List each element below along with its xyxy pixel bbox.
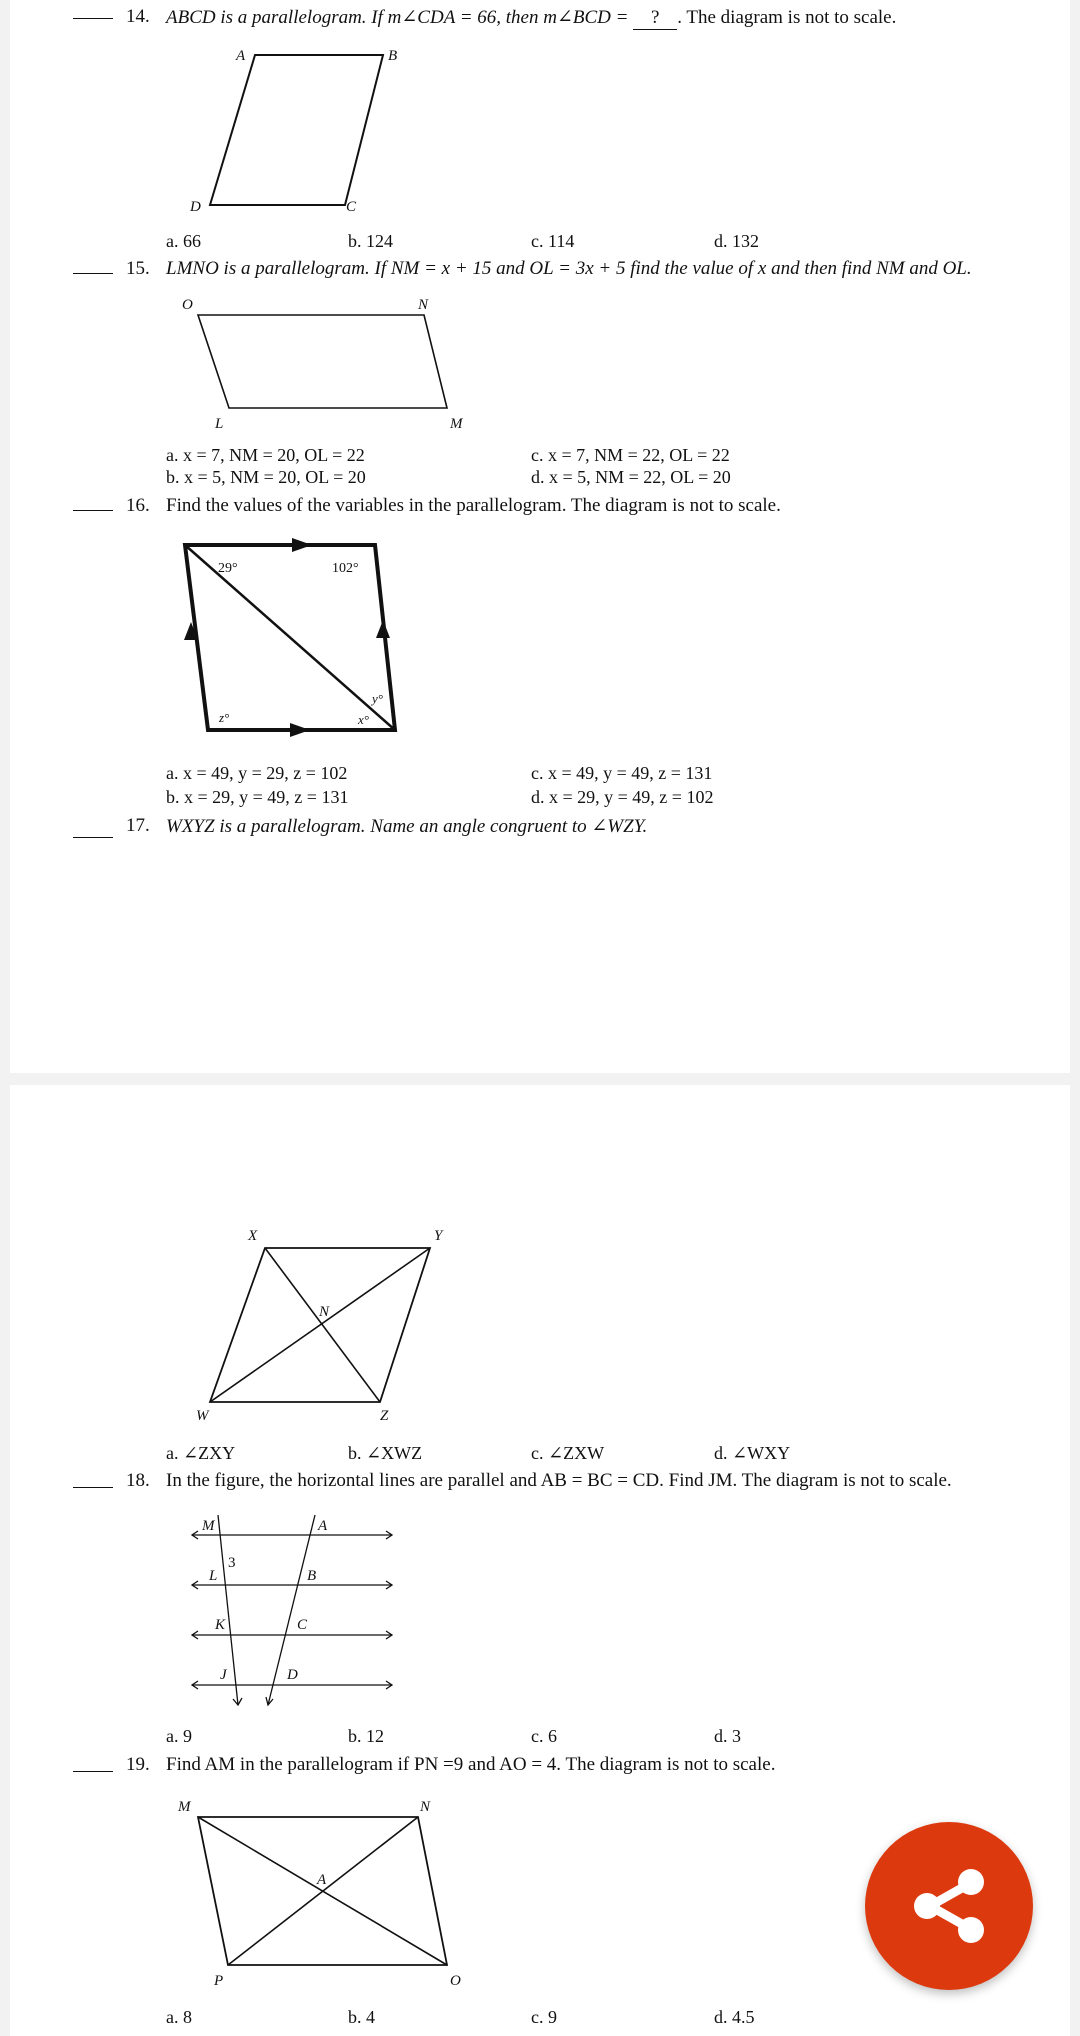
choice-14d[interactable]: d. 132	[714, 231, 759, 251]
vertex-c: C	[346, 199, 357, 215]
point-k: K	[215, 1617, 226, 1633]
vertex-n: N	[418, 297, 429, 313]
choice-19d[interactable]: d. 4.5	[714, 2007, 755, 2027]
point-c: C	[297, 1617, 308, 1633]
vertex-x: X	[248, 1228, 258, 1244]
share-icon	[865, 1822, 1033, 1990]
choice-15c[interactable]: c. x = 7, NM = 22, OL = 22	[531, 445, 730, 465]
vertex-o: O	[450, 1973, 461, 1989]
choice-17b[interactable]: b. ∠XWZ	[348, 1443, 423, 1463]
angle-label-x: x°	[358, 712, 369, 727]
choice-18d[interactable]: d. 3	[714, 1726, 741, 1746]
diagonal	[185, 545, 395, 730]
angle-label-y: y°	[372, 691, 383, 706]
angle-label-29: 29°	[218, 561, 238, 576]
diagram-parallelogram-angles	[10, 0, 1070, 760]
vertex-b: B	[388, 48, 398, 64]
choice-18a[interactable]: a. 9	[166, 1726, 192, 1746]
parallel-arrow-bottom	[290, 723, 310, 737]
choice-19b[interactable]: b. 4	[348, 2007, 375, 2027]
choice-16a[interactable]: a. x = 49, y = 29, z = 102	[166, 763, 348, 783]
parallel-arrow-top	[292, 538, 312, 552]
question-15-text: LMNO is a parallelogram. If NM = x + 15 and OL = 3x + 5 find the value of x and then find NM and OL.	[166, 258, 972, 279]
share-button[interactable]	[865, 1822, 1033, 1990]
diagonal-pn	[228, 1817, 418, 1965]
choice-17c[interactable]: c. ∠ZXW	[531, 1443, 605, 1463]
choice-19c[interactable]: c. 9	[531, 2007, 557, 2027]
point-d: D	[287, 1667, 298, 1683]
vertex-z: Z	[380, 1408, 389, 1424]
question-19-text: Find AM in the parallelogram if PN =9 and AO = 4. The diagram is not to scale.	[166, 1754, 776, 1775]
point-b: B	[307, 1568, 317, 1584]
point-j: J	[220, 1667, 227, 1683]
vertex-w: W	[196, 1408, 209, 1424]
choice-14b[interactable]: b. 124	[348, 231, 393, 251]
vertex-p: P	[214, 1973, 224, 1989]
question-18-text: In the figure, the horizontal lines are parallel and AB = BC = CD. Find JM. The diagram is not to scale.	[166, 1470, 952, 1491]
question-17-text: WXYZ is a parallelogram. Name an angle congruent to ∠WZY.	[166, 816, 648, 837]
choice-14c[interactable]: c. 114	[531, 231, 575, 251]
vertex-n: N	[319, 1304, 330, 1320]
point-m: M	[202, 1518, 215, 1534]
choice-17a[interactable]: a. ∠ZXY	[166, 1443, 236, 1463]
question-16-text: Find the values of the variables in the parallelogram. The diagram is not to scale.	[166, 495, 781, 516]
question-14-text: ABCD is a parallelogram. If m∠CDA = 66, then m∠BCD = ? . The diagram is not to scale.	[166, 7, 897, 28]
vertex-m: M	[450, 416, 463, 432]
question-17-number: 17.	[126, 815, 150, 836]
choice-18b[interactable]: b. 12	[348, 1726, 384, 1746]
question-19-number: 19.	[126, 1754, 150, 1775]
question-14-number: 14.	[126, 6, 150, 27]
vertex-a: A	[317, 1872, 327, 1888]
segment-label-3: 3	[228, 1555, 236, 1571]
choice-17d[interactable]: d. ∠WXY	[714, 1443, 791, 1463]
vertex-l: L	[215, 416, 224, 432]
parallel-arrow-right	[376, 620, 390, 638]
point-l: L	[209, 1568, 218, 1584]
choice-16b[interactable]: b. x = 29, y = 49, z = 131	[166, 787, 349, 807]
vertex-n: N	[420, 1799, 431, 1815]
choice-18c[interactable]: c. 6	[531, 1726, 557, 1746]
vertex-o: O	[182, 297, 193, 313]
point-a: A	[318, 1518, 328, 1534]
choice-14a[interactable]: a. 66	[166, 231, 201, 251]
choice-15d[interactable]: d. x = 5, NM = 22, OL = 20	[531, 467, 731, 487]
choice-16c[interactable]: c. x = 49, y = 49, z = 131	[531, 763, 713, 783]
question-16-number: 16.	[126, 495, 150, 516]
vertex-a: A	[236, 48, 246, 64]
vertex-m: M	[178, 1799, 191, 1815]
angle-label-102: 102°	[332, 561, 359, 576]
vertex-y: Y	[434, 1228, 443, 1244]
vertex-d: D	[190, 199, 201, 215]
choice-16d[interactable]: d. x = 29, y = 49, z = 102	[531, 787, 714, 807]
angle-label-z: z°	[219, 710, 230, 725]
choice-15b[interactable]: b. x = 5, NM = 20, OL = 20	[166, 467, 366, 487]
answer-blank-17[interactable]	[73, 836, 113, 838]
worksheet-page-1	[10, 0, 1070, 1073]
choice-19a[interactable]: a. 8	[166, 2007, 192, 2027]
choice-15a[interactable]: a. x = 7, NM = 20, OL = 22	[166, 445, 365, 465]
question-15-number: 15.	[126, 258, 150, 279]
question-18-number: 18.	[126, 1470, 150, 1491]
